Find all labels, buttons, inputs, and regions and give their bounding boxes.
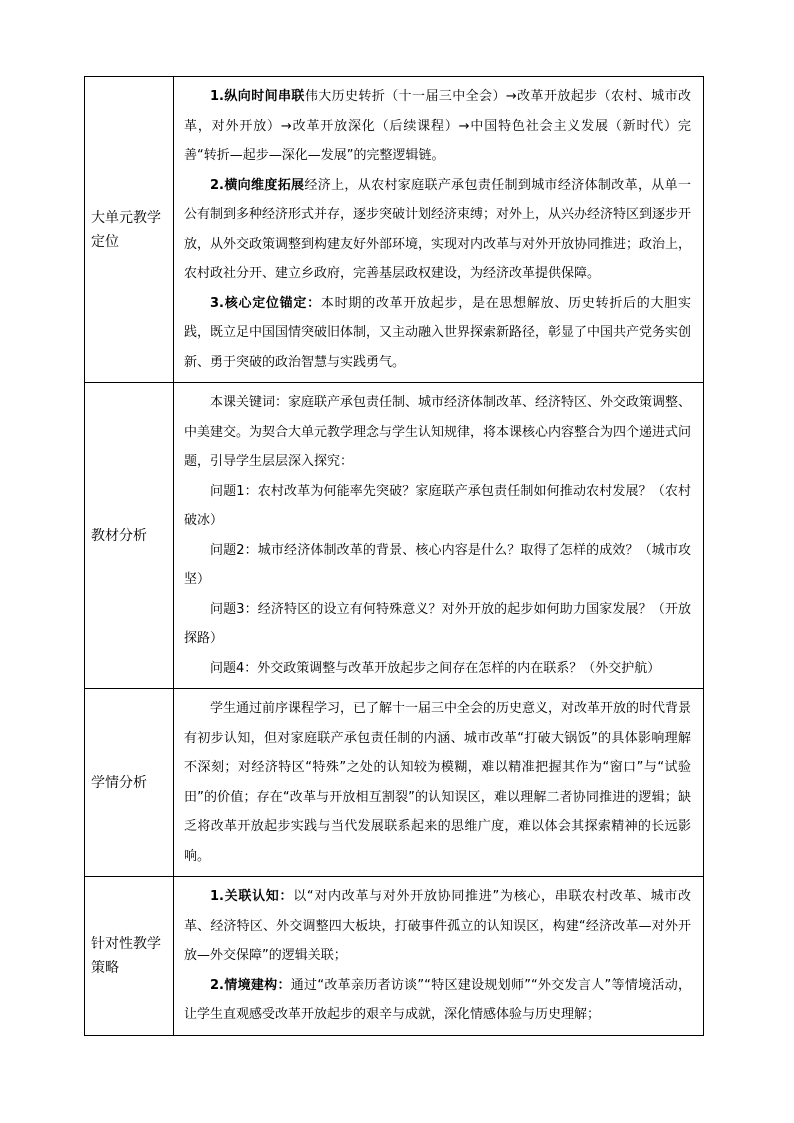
paragraph-text: 本时期的改革开放起步，是在思想解放、历史转折后的大胆实践，既立足中国国情突破旧体制，又主动融入世界探索新路径，彰显了中国共产党务实创新、勇于突破的政治智慧与实践勇气。: [184, 295, 692, 370]
paragraph-title: 3.核心定位锚定：: [210, 295, 321, 311]
paragraph: [184, 171, 691, 289]
paragraph-text: 问题1：农村改革为何能率先突破？家庭联产承包责任制如何推动农村发展？（农村破冰）: [184, 483, 691, 528]
paragraph-text: 伟大历史转折（十一届三中全会）→改革开放起步（农村、城市改革，对外开放）→改革开放深化（后续课程）→中国特色社会主义发展（新时代）完善“转折—起步—深化—发展”的完整逻辑链。: [184, 89, 691, 163]
paragraph-text: 问题4：外交政策调整与改革开放起步之间存在怎样的内在联系？（外交护航）: [210, 660, 661, 676]
paragraph-text: 以“对内改革与对外开放协同推进”为核心，串联农村改革、城市改革、经济特区、外交调整四大板块，打破事件孤立的认知误区，构建“经济改革—对外开放—外交保障”的逻辑关联；: [184, 889, 691, 963]
paragraph-title: 1.关联认知：: [210, 889, 294, 904]
paragraph: [184, 595, 691, 654]
row-content: [174, 77, 704, 383]
row-label: 教材分析: [85, 383, 174, 689]
paragraph-text: 问题2：城市经济体制改革的背景、核心内容是什么？取得了怎样的成效？（城市攻坚）: [184, 542, 691, 587]
paragraph-text: 本课关键词：家庭联产承包责任制、城市经济体制改革、经济特区、外交政策调整、中美建交。为契合大单元教学理念与学生认知规律，将本课核心内容整合为四个递进式问题，引导学生层层深入探究：: [184, 395, 692, 469]
paragraph: [184, 477, 691, 536]
paragraph-text: 通过“改革亲历者访谈”“特区建设规划师”“外交发言人”等情境活动，让学生直观感受改革开放起步的艰辛与成就，深化情感体验与历史理解；: [184, 977, 691, 1022]
paragraph: [184, 536, 691, 595]
table-row: [85, 877, 704, 1036]
row-content: [174, 877, 704, 1036]
paragraph-title: 1.纵向时间串联: [210, 89, 305, 104]
paragraph: [184, 694, 691, 871]
paragraph: [184, 971, 691, 1030]
paragraph: [184, 289, 691, 378]
row-label: 大单元教学定位: [85, 77, 174, 383]
paragraph: [184, 882, 691, 971]
paragraph: [184, 388, 691, 477]
row-content: [174, 689, 704, 877]
row-content: [174, 383, 704, 689]
row-label: 针对性教学策略: [85, 877, 174, 1036]
paragraph: [184, 82, 691, 171]
table-row: [85, 689, 704, 877]
paragraph-text: 问题3：经济特区的设立有何特殊意义？对外开放的起步如何助力国家发展？（开放探路）: [184, 601, 691, 646]
row-label: 学情分析: [85, 689, 174, 877]
paragraph-title: 2.横向维度拓展: [210, 177, 305, 193]
table-row: [85, 77, 704, 383]
paragraph-title: 2.情境建构：: [210, 977, 291, 993]
lesson-plan-table: [84, 76, 704, 1036]
paragraph-text: 学生通过前序课程学习，已了解十一届三中全会的历史意义，对改革开放的时代背景有初步认知，但对家庭联产承包责任制的内涵、城市改革“打破大锅饭”的具体影响理解不深刻；对经济特区“特殊”之处的认知较为模糊，难以精准把握其作为“窗口”与“试验田”的价值；存在“改革与开放相互割裂”的认知误区，难以理解二者协同推进的逻辑；缺乏将改革开放起步实践与当代发展联系起来的思维广度，难以体会其探索精神的长远影响。: [184, 701, 692, 864]
table-row: [85, 383, 704, 689]
paragraph-text: 经济上，从农村家庭联产承包责任制到城市经济体制改革，从单一公有制到多种经济形式并存，逐步突破计划经济束缚；对外上，从兴办经济特区到逐步开放，从外交政策调整到构建友好外部环境，实现对内改革与对外开放协同推进；政治上，农村政社分开、建立乡政府，完善基层政权建设，为经济改革提供保障。: [184, 177, 692, 281]
paragraph: [184, 654, 691, 684]
